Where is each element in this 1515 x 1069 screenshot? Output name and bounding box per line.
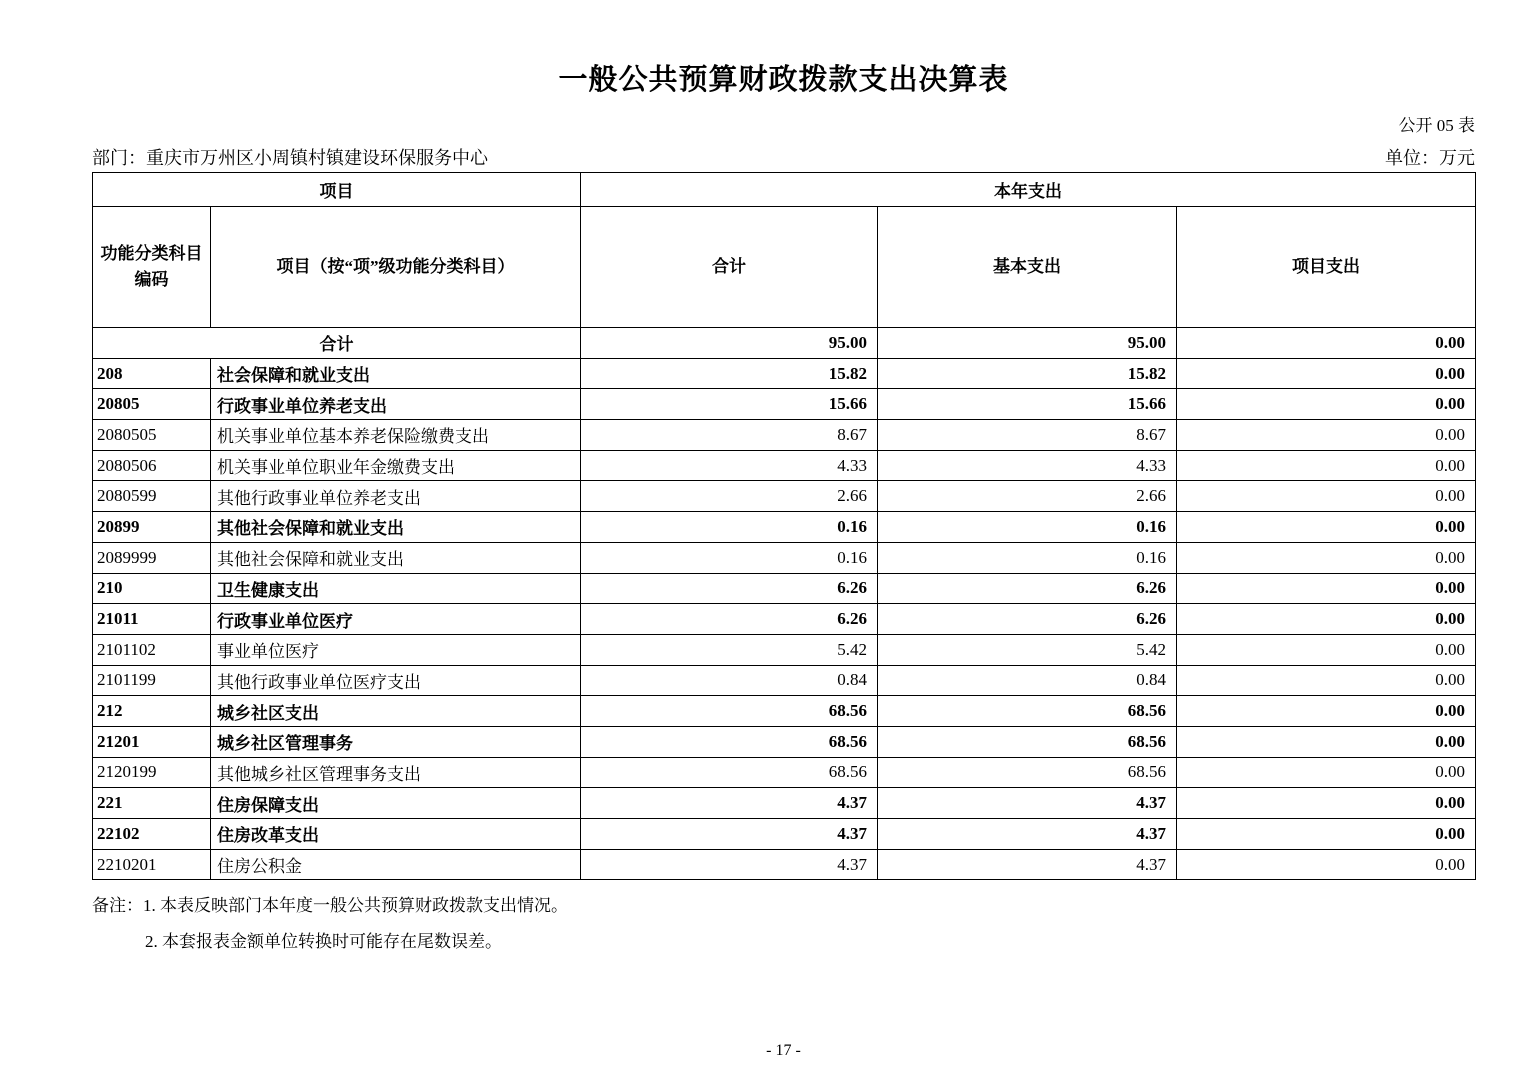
row-basic: 4.33	[878, 450, 1177, 481]
row-total: 15.66	[581, 389, 878, 420]
row-name: 住房改革支出	[211, 819, 581, 850]
row-project: 0.00	[1177, 481, 1476, 512]
row-code: 2101102	[93, 634, 211, 665]
table-row	[93, 849, 1476, 880]
row-project: 0.00	[1177, 389, 1476, 420]
row-code: 21201	[93, 726, 211, 757]
table-row	[93, 328, 1476, 359]
row-total: 4.33	[581, 450, 878, 481]
table-body	[93, 328, 1476, 880]
row-name: 行政事业单位养老支出	[211, 389, 581, 420]
row-basic: 4.37	[878, 819, 1177, 850]
header-project-group: 项目	[93, 173, 581, 207]
header-function-code-line2: 编码	[134, 270, 169, 289]
row-code: 2080599	[93, 481, 211, 512]
table-row	[93, 634, 1476, 665]
row-total: 68.56	[581, 726, 878, 757]
row-basic: 68.56	[878, 696, 1177, 727]
table-row	[93, 512, 1476, 543]
row-code: 2120199	[93, 757, 211, 788]
row-total: 5.42	[581, 634, 878, 665]
row-total: 15.82	[581, 358, 878, 389]
header-group-row	[93, 173, 1476, 207]
row-basic: 2.66	[878, 481, 1177, 512]
row-name: 其他行政事业单位养老支出	[211, 481, 581, 512]
header-basic-expenditure: 基本支出	[878, 207, 1177, 328]
table-row	[93, 665, 1476, 696]
row-name: 社会保障和就业支出	[211, 358, 581, 389]
row-basic: 8.67	[878, 420, 1177, 451]
row-name: 其他社会保障和就业支出	[211, 542, 581, 573]
row-basic: 95.00	[878, 328, 1177, 359]
row-code: 2210201	[93, 849, 211, 880]
row-project: 0.00	[1177, 665, 1476, 696]
row-total: 8.67	[581, 420, 878, 451]
header-item-name: 项目（按“项”级功能分类科目）	[211, 207, 581, 328]
table-row	[93, 573, 1476, 604]
notes	[92, 888, 1475, 960]
budget-table	[92, 172, 1476, 880]
row-code: 2080506	[93, 450, 211, 481]
row-total: 0.16	[581, 542, 878, 573]
row-basic: 4.37	[878, 849, 1177, 880]
row-project: 0.00	[1177, 542, 1476, 573]
row-basic: 0.16	[878, 512, 1177, 543]
table-row	[93, 757, 1476, 788]
row-total: 4.37	[581, 788, 878, 819]
row-basic: 5.42	[878, 634, 1177, 665]
meta-row	[92, 146, 1475, 170]
header-total: 合计	[581, 207, 878, 328]
row-code: 221	[93, 788, 211, 819]
row-project: 0.00	[1177, 696, 1476, 727]
row-basic: 68.56	[878, 726, 1177, 757]
note-line-2: 2. 本套报表金额单位转换时可能存在尾数误差。	[145, 932, 502, 952]
row-name: 其他社会保障和就业支出	[211, 512, 581, 543]
row-name: 城乡社区支出	[211, 696, 581, 727]
row-name: 机关事业单位职业年金缴费支出	[211, 450, 581, 481]
row-basic: 15.82	[878, 358, 1177, 389]
row-project: 0.00	[1177, 573, 1476, 604]
row-project: 0.00	[1177, 726, 1476, 757]
row-basic: 68.56	[878, 757, 1177, 788]
note-line-1: 备注：1. 本表反映部门本年度一般公共预算财政拨款支出情况。	[92, 896, 568, 916]
row-project: 0.00	[1177, 420, 1476, 451]
row-total: 95.00	[581, 328, 878, 359]
row-project: 0.00	[1177, 512, 1476, 543]
row-code: 21011	[93, 604, 211, 635]
row-total: 6.26	[581, 573, 878, 604]
page-number: - 17 -	[766, 1042, 801, 1060]
row-total: 4.37	[581, 819, 878, 850]
table-row	[93, 788, 1476, 819]
table-header	[93, 173, 1476, 328]
row-total: 4.37	[581, 849, 878, 880]
row-code: 210	[93, 573, 211, 604]
row-basic: 4.37	[878, 788, 1177, 819]
row-total-label: 合计	[93, 328, 581, 359]
row-project: 0.00	[1177, 788, 1476, 819]
table-number: 公开 05 表	[1398, 116, 1475, 135]
table-row	[93, 696, 1476, 727]
unit-label: 单位：	[1385, 148, 1439, 168]
row-project: 0.00	[1177, 604, 1476, 635]
table-row	[93, 604, 1476, 635]
row-code: 212	[93, 696, 211, 727]
row-total: 68.56	[581, 696, 878, 727]
row-code: 2080505	[93, 420, 211, 451]
header-columns-row	[93, 207, 1476, 328]
row-name: 城乡社区管理事务	[211, 726, 581, 757]
row-name: 行政事业单位医疗	[211, 604, 581, 635]
row-basic: 0.16	[878, 542, 1177, 573]
table-row	[93, 450, 1476, 481]
row-code: 20805	[93, 389, 211, 420]
row-code: 2089999	[93, 542, 211, 573]
row-basic: 15.66	[878, 389, 1177, 420]
row-total: 6.26	[581, 604, 878, 635]
header-year-expenditure-group: 本年支出	[581, 173, 1476, 207]
document-content	[92, 0, 1475, 1060]
row-name: 机关事业单位基本养老保险缴费支出	[211, 420, 581, 451]
row-name: 其他行政事业单位医疗支出	[211, 665, 581, 696]
header-project-expenditure: 项目支出	[1177, 207, 1476, 328]
row-name: 住房保障支出	[211, 788, 581, 819]
department-line	[92, 146, 488, 170]
table-row	[93, 420, 1476, 451]
row-name: 其他城乡社区管理事务支出	[211, 757, 581, 788]
row-project: 0.00	[1177, 450, 1476, 481]
header-function-code-line1: 功能分类科目	[100, 244, 203, 263]
row-code: 208	[93, 358, 211, 389]
table-row	[93, 358, 1476, 389]
department-label: 部门：	[92, 148, 146, 168]
row-name: 卫生健康支出	[211, 573, 581, 604]
row-total: 0.16	[581, 512, 878, 543]
row-basic: 0.84	[878, 665, 1177, 696]
page-title: 一般公共预算财政拨款支出决算表	[558, 64, 1009, 96]
row-project: 0.00	[1177, 358, 1476, 389]
row-total: 68.56	[581, 757, 878, 788]
row-basic: 6.26	[878, 573, 1177, 604]
row-project: 0.00	[1177, 328, 1476, 359]
row-project: 0.00	[1177, 757, 1476, 788]
row-code: 2101199	[93, 665, 211, 696]
row-code: 20899	[93, 512, 211, 543]
table-row	[93, 819, 1476, 850]
row-project: 0.00	[1177, 819, 1476, 850]
row-name: 事业单位医疗	[211, 634, 581, 665]
header-function-code	[93, 207, 211, 328]
table-row	[93, 726, 1476, 757]
row-total: 0.84	[581, 665, 878, 696]
row-name: 住房公积金	[211, 849, 581, 880]
row-basic: 6.26	[878, 604, 1177, 635]
row-project: 0.00	[1177, 634, 1476, 665]
table-row	[93, 481, 1476, 512]
department-value: 重庆市万州区小周镇村镇建设环保服务中心	[146, 148, 488, 168]
table-row	[93, 542, 1476, 573]
row-total: 2.66	[581, 481, 878, 512]
unit-line	[1385, 146, 1475, 170]
row-code: 22102	[93, 819, 211, 850]
table-row	[93, 389, 1476, 420]
unit-value: 万元	[1439, 148, 1475, 168]
row-project: 0.00	[1177, 849, 1476, 880]
